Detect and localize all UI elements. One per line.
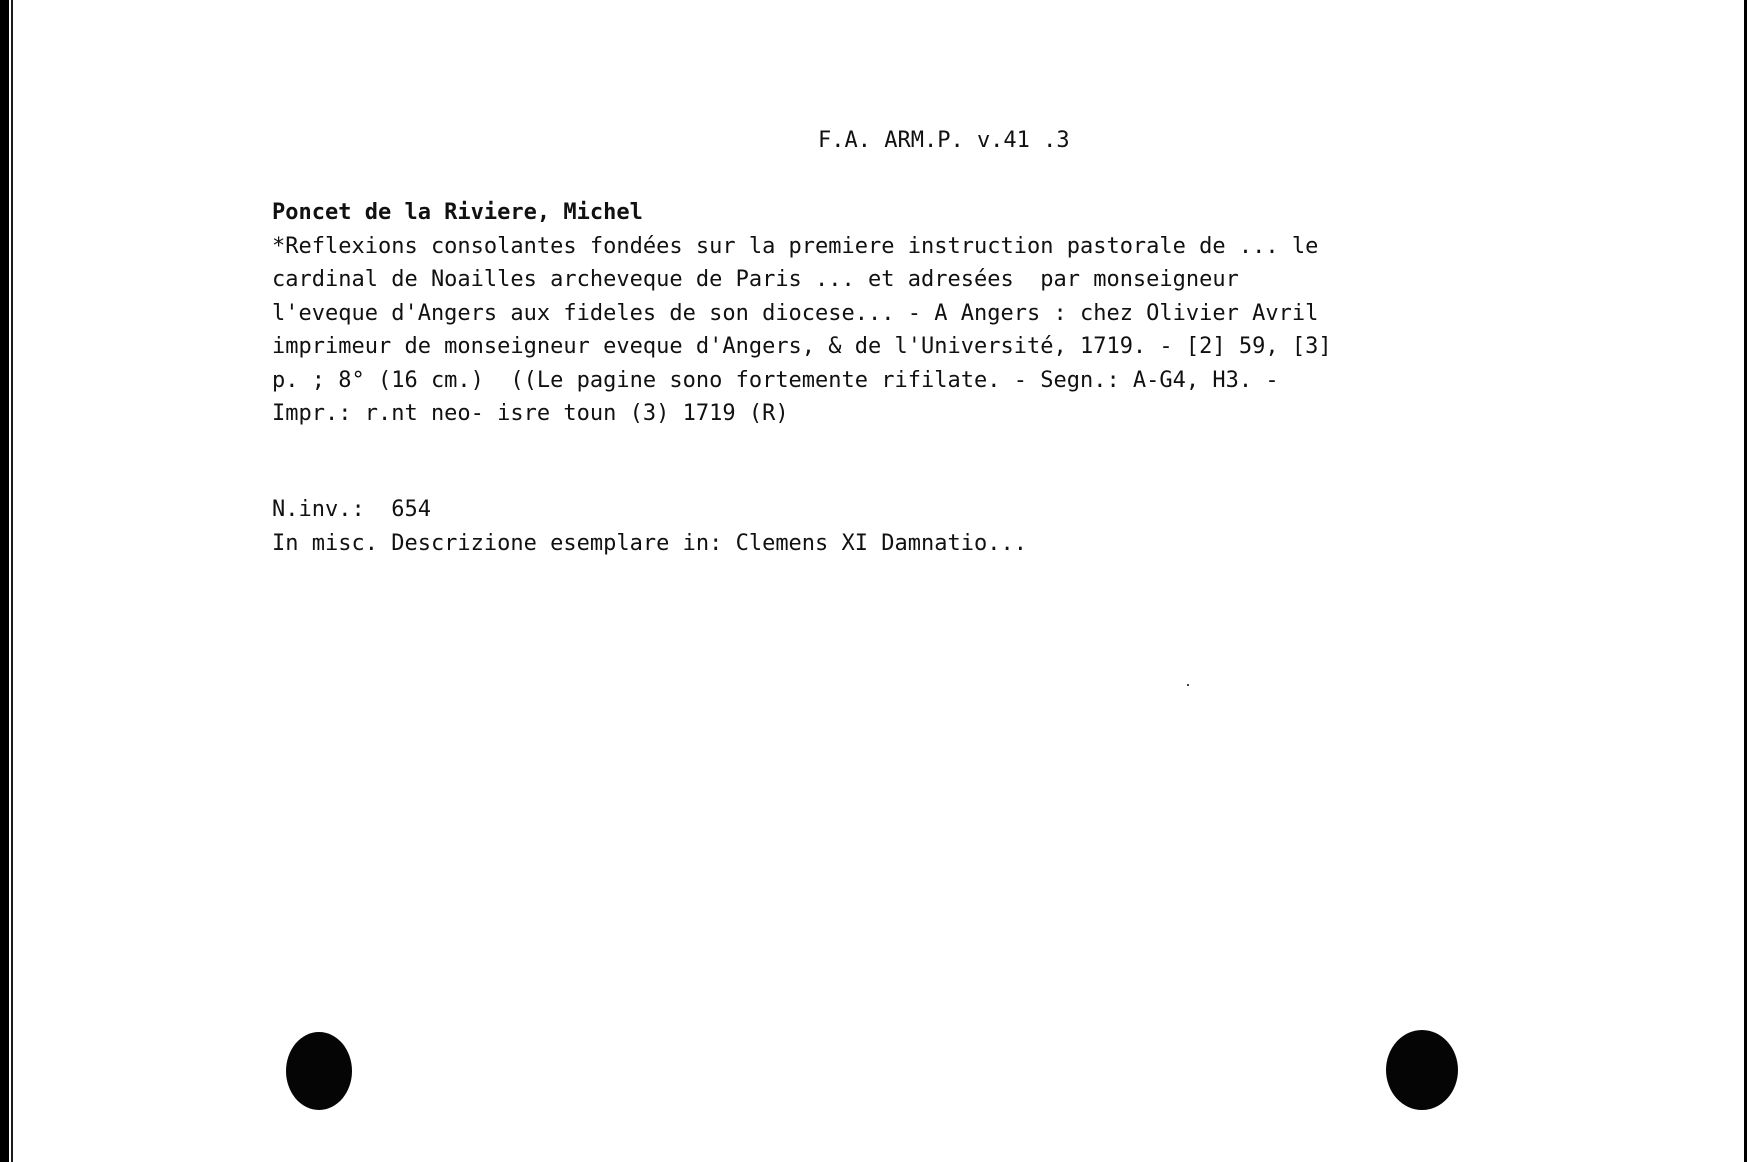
shelfmark: F.A. ARM.P. v.41 .3 bbox=[818, 128, 1070, 153]
scan-speck bbox=[1187, 684, 1189, 686]
punch-hole-right bbox=[1386, 1030, 1458, 1110]
holdings-info bbox=[272, 493, 1027, 560]
inventory-number: N.inv.: 654 bbox=[272, 497, 431, 522]
bibliographic-record bbox=[272, 196, 1502, 431]
description-line-5: p. ; 8° (16 cm.) ((Le pagine sono fortemente rifilate. - Segn.: A-G4, H3. - bbox=[272, 367, 1279, 393]
punch-hole-left bbox=[286, 1032, 352, 1110]
description-line-3: l'eveque d'Angers aux fideles de son diocese... - A Angers : chez Olivier Avril bbox=[272, 300, 1319, 326]
description-line-2: cardinal de Noailles archeveque de Paris ... et adresées par monseigneur bbox=[272, 267, 1239, 292]
description-line-1: *Reflexions consolantes fondées sur la premiere instruction pastorale de ... le bbox=[272, 233, 1319, 259]
card-left-border bbox=[0, 0, 9, 1162]
copy-note: In misc. Descrizione esemplare in: Clemens XI Damnatio... bbox=[272, 530, 1027, 556]
description-line-6: Impr.: r.nt neo- isre toun (3) 1719 (R) bbox=[272, 401, 789, 426]
card-left-border-inner bbox=[11, 0, 13, 1162]
description-line-4: imprimeur de monseigneur eveque d'Angers, & de l'Université, 1719. - [2] 59, [3] bbox=[272, 334, 1332, 359]
author-heading: Poncet de la Riviere, Michel bbox=[272, 200, 643, 225]
